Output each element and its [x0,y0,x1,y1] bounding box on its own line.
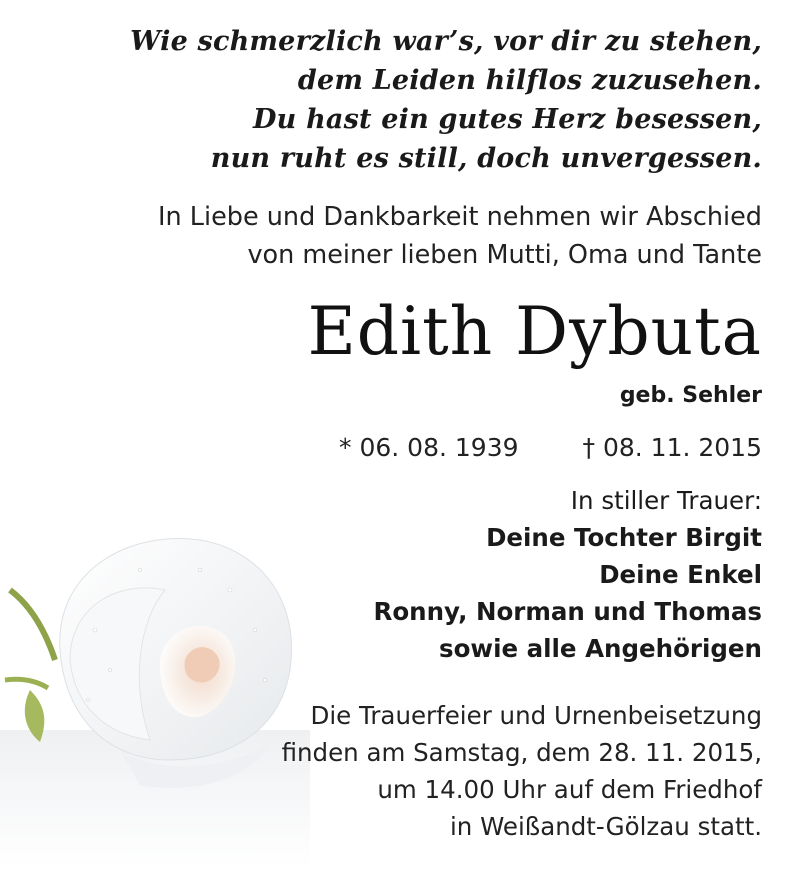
poem-line: dem Leiden hilflos zuzusehen. [297,65,762,96]
intro-line: In Liebe und Dankbarkeit nehmen wir Abschied [158,202,762,232]
mourner-line: Deine Enkel [599,560,762,589]
poem-line: Du hast ein gutes Herz besessen, [253,104,762,135]
poem-verse [130,22,762,178]
poem-line: Wie schmerzlich war’s, vor dir zu stehen, [130,26,762,57]
funeral-line: Die Trauerfeier und Urnenbeisetzung [310,701,762,730]
mourner-line: Ronny, Norman und Thomas [373,597,762,626]
intro-text [158,198,762,274]
funeral-line: um 14.00 Uhr auf dem Friedhof [377,775,762,804]
funeral-line: in Weißandt-Gölzau statt. [449,812,762,841]
life-dates [339,430,762,466]
poem-line: nun ruht es still, doch unvergessen. [210,143,762,174]
maiden-name: geb. Sehler [619,383,762,408]
funeral-info [282,697,762,845]
mourners-block [373,482,762,667]
mourner-line: Deine Tochter Birgit [486,523,762,552]
birth-date: * 06. 08. 1939 [339,433,519,462]
mourners-heading: In stiller Trauer: [570,486,762,515]
mourner-line: sowie alle Angehörigen [439,634,762,663]
intro-line: von meiner lieben Mutti, Oma und Tante [247,240,762,270]
death-date: † 08. 11. 2015 [582,433,762,462]
deceased-name: Edith Dybuta [307,293,762,370]
funeral-line: finden am Samstag, dem 28. 11. 2015, [281,738,762,767]
white-rose-icon [0,510,310,869]
